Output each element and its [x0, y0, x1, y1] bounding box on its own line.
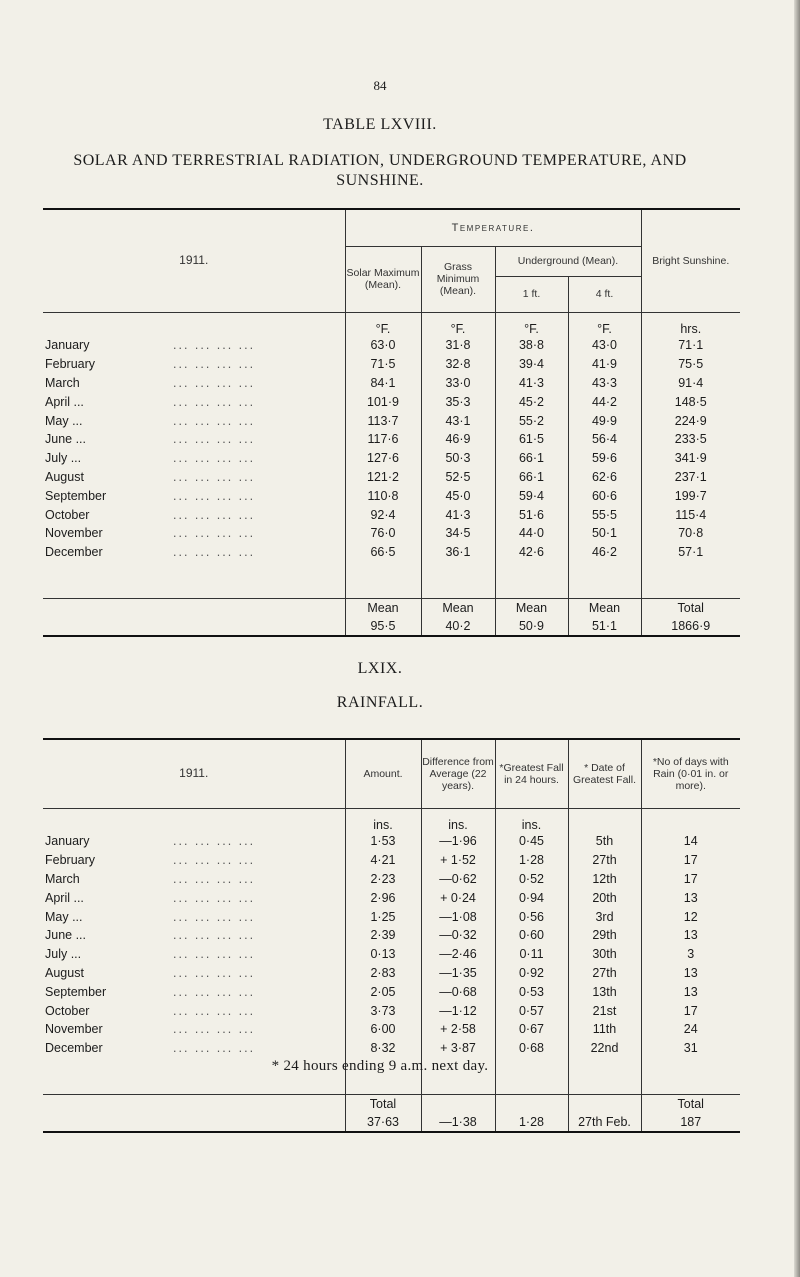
month-name: May ... — [45, 413, 83, 428]
cell-days: 17 — [641, 870, 740, 889]
month-label — [43, 945, 345, 964]
cell-diff: —2·46 — [421, 945, 495, 964]
cell-ft4: 55·5 — [568, 505, 641, 524]
cell-date: 27th — [568, 851, 641, 870]
cell-ft1: 44·0 — [495, 524, 568, 543]
cell-solar: 127·6 — [345, 449, 421, 468]
month-name: May ... — [45, 909, 83, 924]
month-name: June ... — [45, 432, 86, 447]
cell-grass: 41·3 — [421, 505, 495, 524]
t2-summary-label — [568, 1095, 641, 1113]
t2-summary-value: 27th Feb. — [568, 1113, 641, 1132]
month-name: February — [45, 357, 96, 372]
month-label — [43, 1020, 345, 1039]
cell-sun: 199·7 — [641, 486, 740, 505]
unit-label: °F. — [345, 312, 421, 336]
leader-dots: ... ... ... ... — [173, 545, 256, 560]
t2-summary-label: Total — [641, 1095, 740, 1113]
blank-cell — [43, 808, 345, 832]
cell-sun: 341·9 — [641, 449, 740, 468]
cell-days: 13 — [641, 926, 740, 945]
blank-cell — [345, 562, 421, 599]
table-row — [43, 392, 740, 411]
cell-solar: 121·2 — [345, 468, 421, 487]
cell-diff: —1·35 — [421, 964, 495, 983]
cell-ft4: 46·2 — [568, 543, 641, 562]
leader-dots: ... ... ... ... — [173, 488, 256, 503]
cell-solar: 76·0 — [345, 524, 421, 543]
blank-cell — [421, 562, 495, 599]
cell-grass: 36·1 — [421, 543, 495, 562]
cell-diff: —1·12 — [421, 1001, 495, 1020]
cell-ft4: 44·2 — [568, 392, 641, 411]
cell-days: 13 — [641, 964, 740, 983]
cell-ft4: 43·3 — [568, 374, 641, 393]
leader-dots: ... ... ... ... — [173, 909, 256, 924]
t2-amount-header: Amount. — [345, 739, 421, 808]
leader-dots: ... ... ... ... — [173, 432, 256, 447]
cell-greatest: 0·11 — [495, 945, 568, 964]
month-label — [43, 468, 345, 487]
month-name: January — [45, 834, 90, 849]
cell-days: 17 — [641, 851, 740, 870]
month-label — [43, 336, 345, 355]
month-label — [43, 926, 345, 945]
cell-date: 3rd — [568, 907, 641, 926]
cell-days: 13 — [641, 982, 740, 1001]
cell-date: 27th — [568, 964, 641, 983]
cell-amount: 3·73 — [345, 1001, 421, 1020]
footnote: * 24 hours ending 9 a.m. next day. — [271, 1058, 489, 1074]
cell-greatest: 0·52 — [495, 870, 568, 889]
leader-dots: ... ... ... ... — [173, 526, 256, 541]
table-row — [43, 543, 740, 562]
cell-ft4: 56·4 — [568, 430, 641, 449]
cell-amount: 6·00 — [345, 1020, 421, 1039]
cell-sun: 224·9 — [641, 411, 740, 430]
cell-ft1: 61·5 — [495, 430, 568, 449]
table-row — [43, 888, 740, 907]
cell-sun: 148·5 — [641, 392, 740, 411]
leader-dots: ... ... ... ... — [173, 871, 256, 886]
leader-dots: ... ... ... ... — [173, 394, 256, 409]
cell-days: 17 — [641, 1001, 740, 1020]
cell-amount: 0·13 — [345, 945, 421, 964]
cell-ft4: 62·6 — [568, 468, 641, 487]
book-spine-edge — [794, 0, 800, 1277]
cell-date: 13th — [568, 982, 641, 1001]
cell-diff: + 0·24 — [421, 888, 495, 907]
cell-greatest: 0·67 — [495, 1020, 568, 1039]
table-row — [43, 449, 740, 468]
table-row — [43, 926, 740, 945]
leader-dots: ... ... ... ... — [173, 469, 256, 484]
month-label — [43, 411, 345, 430]
table-row — [43, 411, 740, 430]
month-name: August — [45, 965, 84, 980]
month-label — [43, 430, 345, 449]
table-row — [43, 336, 740, 355]
month-name: July ... — [45, 947, 82, 962]
cell-grass: 31·8 — [421, 336, 495, 355]
cell-sun: 91·4 — [641, 374, 740, 393]
blank-cell — [568, 562, 641, 599]
month-label — [43, 449, 345, 468]
unit-label — [568, 808, 641, 832]
month-label — [43, 505, 345, 524]
cell-greatest: 0·45 — [495, 832, 568, 851]
leader-dots: ... ... ... ... — [173, 375, 256, 390]
cell-diff: —0·62 — [421, 870, 495, 889]
cell-sun: 70·8 — [641, 524, 740, 543]
unit-label — [641, 808, 740, 832]
table-row — [43, 832, 740, 851]
cell-amount: 2·23 — [345, 870, 421, 889]
month-label — [43, 392, 345, 411]
month-name: April ... — [45, 394, 84, 409]
cell-grass: 32·8 — [421, 355, 495, 374]
t2-days-header: *No of days with Rain (0·01 in. or more). — [641, 739, 740, 808]
table-row — [43, 1020, 740, 1039]
month-name: February — [45, 853, 96, 868]
table-row — [43, 486, 740, 505]
t2-summary-label: Total — [345, 1095, 421, 1113]
table-row — [43, 1039, 740, 1058]
cell-sun: 75·5 — [641, 355, 740, 374]
table-row — [43, 964, 740, 983]
cell-ft1: 66·1 — [495, 449, 568, 468]
t2-summary-value: 187 — [641, 1113, 740, 1132]
cell-date: 12th — [568, 870, 641, 889]
radiation-temperature-table — [43, 208, 740, 637]
table-row — [43, 907, 740, 926]
table-row — [43, 355, 740, 374]
t2-date-header: * Date of Greatest Fall. — [568, 739, 641, 808]
cell-solar: 92·4 — [345, 505, 421, 524]
cell-sun: 71·1 — [641, 336, 740, 355]
t2-year-header: 1911. — [43, 739, 345, 808]
cell-greatest: 0·68 — [495, 1039, 568, 1058]
cell-diff: —0·32 — [421, 926, 495, 945]
table-row — [43, 982, 740, 1001]
table-row — [43, 1001, 740, 1020]
cell-amount: 1·53 — [345, 832, 421, 851]
t2-summary-label — [495, 1095, 568, 1113]
cell-diff: + 3·87 — [421, 1039, 495, 1058]
month-name: November — [45, 526, 103, 541]
leader-dots: ... ... ... ... — [173, 965, 256, 980]
blank-cell — [43, 562, 345, 599]
t1-summary-value: 95·5 — [345, 617, 421, 636]
leader-dots: ... ... ... ... — [173, 928, 256, 943]
unit-label: ins. — [495, 808, 568, 832]
unit-label: °F. — [421, 312, 495, 336]
month-name: April ... — [45, 890, 84, 905]
month-name: December — [45, 1041, 103, 1056]
cell-date: 5th — [568, 832, 641, 851]
cell-diff: —1·96 — [421, 832, 495, 851]
month-label — [43, 1001, 345, 1020]
leader-dots: ... ... ... ... — [173, 834, 256, 849]
t2-summary-value: 37·63 — [345, 1113, 421, 1132]
cell-greatest: 1·28 — [495, 851, 568, 870]
cell-amount: 1·25 — [345, 907, 421, 926]
cell-days: 14 — [641, 832, 740, 851]
cell-solar: 101·9 — [345, 392, 421, 411]
cell-ft1: 66·1 — [495, 468, 568, 487]
cell-ft4: 49·9 — [568, 411, 641, 430]
cell-days: 24 — [641, 1020, 740, 1039]
table-row — [43, 870, 740, 889]
month-name: September — [45, 488, 107, 503]
table-row — [43, 524, 740, 543]
t1-summary-value: 1866·9 — [641, 617, 740, 636]
table-69-subtitle: RAINFALL. — [336, 694, 424, 711]
table-row — [43, 468, 740, 487]
cell-sun: 237·1 — [641, 468, 740, 487]
cell-diff: + 2·58 — [421, 1020, 495, 1039]
leader-dots: ... ... ... ... — [173, 357, 256, 372]
cell-days: 31 — [641, 1039, 740, 1058]
month-name: March — [45, 871, 80, 886]
cell-ft1: 45·2 — [495, 392, 568, 411]
leader-dots: ... ... ... ... — [173, 1022, 256, 1037]
table-69-title: LXIX. — [357, 660, 403, 677]
cell-date: 21st — [568, 1001, 641, 1020]
cell-ft4: 43·0 — [568, 336, 641, 355]
month-name: December — [45, 545, 103, 560]
month-name: November — [45, 1022, 103, 1037]
cell-greatest: 0·92 — [495, 964, 568, 983]
cell-solar: 71·5 — [345, 355, 421, 374]
cell-amount: 2·39 — [345, 926, 421, 945]
leader-dots: ... ... ... ... — [173, 984, 256, 999]
cell-amount: 8·32 — [345, 1039, 421, 1058]
cell-amount: 4·21 — [345, 851, 421, 870]
cell-grass: 50·3 — [421, 449, 495, 468]
cell-grass: 33·0 — [421, 374, 495, 393]
blank-cell — [641, 562, 740, 599]
t2-summary-value: 1·28 — [495, 1113, 568, 1132]
t1-summary-label: Mean — [421, 599, 495, 617]
page-number: 84 — [373, 78, 387, 93]
leader-dots: ... ... ... ... — [173, 451, 256, 466]
table-68-subtitle-line-1: SOLAR AND TERRESTRIAL RADIATION, UNDERGROUND TEMPERATURE, AND — [73, 152, 687, 169]
cell-sun: 115·4 — [641, 505, 740, 524]
unit-label: °F. — [568, 312, 641, 336]
cell-grass: 43·1 — [421, 411, 495, 430]
table-68-title: TABLE LXVIII. — [323, 116, 437, 133]
unit-label: °F. — [495, 312, 568, 336]
cell-greatest: 0·94 — [495, 888, 568, 907]
leader-dots: ... ... ... ... — [173, 890, 256, 905]
cell-amount: 2·05 — [345, 982, 421, 1001]
month-label — [43, 543, 345, 562]
cell-days: 12 — [641, 907, 740, 926]
cell-ft1: 42·6 — [495, 543, 568, 562]
leader-dots: ... ... ... ... — [173, 338, 256, 353]
cell-grass: 45·0 — [421, 486, 495, 505]
cell-ft1: 55·2 — [495, 411, 568, 430]
cell-solar: 110·8 — [345, 486, 421, 505]
cell-solar: 66·5 — [345, 543, 421, 562]
leader-dots: ... ... ... ... — [173, 853, 256, 868]
t1-year-header: 1911. — [43, 209, 345, 312]
month-label — [43, 851, 345, 870]
cell-grass: 34·5 — [421, 524, 495, 543]
blank-cell — [495, 562, 568, 599]
cell-ft4: 59·6 — [568, 449, 641, 468]
t1-grass-header: Grass Minimum (Mean). — [421, 246, 495, 312]
month-label — [43, 964, 345, 983]
table-68-subtitle-line-2: SUNSHINE. — [336, 172, 424, 189]
cell-date: 30th — [568, 945, 641, 964]
t1-temperature-header: Temperature. — [345, 209, 641, 246]
month-name: June ... — [45, 928, 86, 943]
month-label — [43, 355, 345, 374]
cell-ft4: 50·1 — [568, 524, 641, 543]
t2-difference-header: Difference from Average (22 years). — [421, 739, 495, 808]
leader-dots: ... ... ... ... — [173, 507, 256, 522]
month-label — [43, 832, 345, 851]
month-name: March — [45, 375, 80, 390]
month-label — [43, 1039, 345, 1058]
month-label — [43, 888, 345, 907]
cell-diff: —1·08 — [421, 907, 495, 926]
month-name: August — [45, 469, 84, 484]
cell-days: 3 — [641, 945, 740, 964]
cell-date: 29th — [568, 926, 641, 945]
cell-ft1: 59·4 — [495, 486, 568, 505]
cell-greatest: 0·56 — [495, 907, 568, 926]
month-label — [43, 374, 345, 393]
cell-solar: 84·1 — [345, 374, 421, 393]
t1-4ft-header: 4 ft. — [568, 276, 641, 312]
cell-ft1: 38·8 — [495, 336, 568, 355]
table-row — [43, 374, 740, 393]
t1-summary-label: Mean — [495, 599, 568, 617]
unit-label: ins. — [421, 808, 495, 832]
table-row — [43, 430, 740, 449]
t1-summary-value: 50·9 — [495, 617, 568, 636]
unit-label: hrs. — [641, 312, 740, 336]
t2-greatest-header: *Greatest Fall in 24 hours. — [495, 739, 568, 808]
t1-summary-label: Mean — [568, 599, 641, 617]
leader-dots: ... ... ... ... — [173, 947, 256, 962]
blank-cell — [43, 312, 345, 336]
cell-amount: 2·83 — [345, 964, 421, 983]
cell-greatest: 0·60 — [495, 926, 568, 945]
month-label — [43, 907, 345, 926]
cell-diff: —0·68 — [421, 982, 495, 1001]
cell-ft1: 39·4 — [495, 355, 568, 374]
cell-date: 20th — [568, 888, 641, 907]
cell-ft1: 51·6 — [495, 505, 568, 524]
cell-grass: 52·5 — [421, 468, 495, 487]
t1-underground-header: Underground (Mean). — [495, 246, 641, 276]
leader-dots: ... ... ... ... — [173, 1003, 256, 1018]
month-name: September — [45, 984, 107, 999]
t1-summary-value: 40·2 — [421, 617, 495, 636]
month-name: July ... — [45, 451, 82, 466]
table-row — [43, 505, 740, 524]
t1-solar-header: Solar Maximum (Mean). — [345, 246, 421, 312]
t1-sunshine-header: Bright Sunshine. — [641, 209, 740, 312]
t1-summary-label: Mean — [345, 599, 421, 617]
month-name: January — [45, 338, 90, 353]
t2-summary-label — [421, 1095, 495, 1113]
cell-greatest: 0·53 — [495, 982, 568, 1001]
cell-ft1: 41·3 — [495, 374, 568, 393]
month-label — [43, 486, 345, 505]
unit-label: ins. — [345, 808, 421, 832]
cell-solar: 117·6 — [345, 430, 421, 449]
t1-summary-value: 51·1 — [568, 617, 641, 636]
table-row — [43, 945, 740, 964]
table-row — [43, 851, 740, 870]
month-label — [43, 982, 345, 1001]
leader-dots: ... ... ... ... — [173, 413, 256, 428]
cell-amount: 2·96 — [345, 888, 421, 907]
t1-summary-label: Total — [641, 599, 740, 617]
month-name: October — [45, 1003, 90, 1018]
cell-diff: + 1·52 — [421, 851, 495, 870]
cell-date: 22nd — [568, 1039, 641, 1058]
t2-summary-value: —1·38 — [421, 1113, 495, 1132]
cell-date: 11th — [568, 1020, 641, 1039]
cell-solar: 113·7 — [345, 411, 421, 430]
cell-grass: 35·3 — [421, 392, 495, 411]
cell-sun: 57·1 — [641, 543, 740, 562]
cell-ft4: 41·9 — [568, 355, 641, 374]
month-label — [43, 524, 345, 543]
cell-ft4: 60·6 — [568, 486, 641, 505]
cell-grass: 46·9 — [421, 430, 495, 449]
month-label — [43, 870, 345, 889]
cell-sun: 233·5 — [641, 430, 740, 449]
leader-dots: ... ... ... ... — [173, 1041, 256, 1056]
cell-days: 13 — [641, 888, 740, 907]
cell-solar: 63·0 — [345, 336, 421, 355]
t1-1ft-header: 1 ft. — [495, 276, 568, 312]
cell-greatest: 0·57 — [495, 1001, 568, 1020]
month-name: October — [45, 507, 90, 522]
